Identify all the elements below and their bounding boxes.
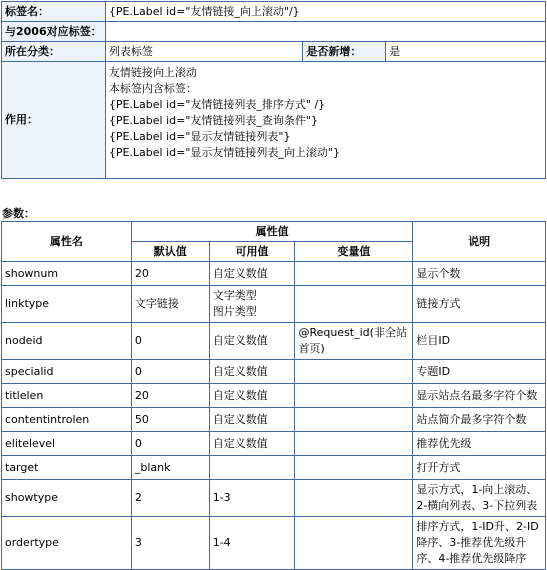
- param-desc: 站点简介最多字符个数: [413, 408, 546, 432]
- param-available: [209, 456, 295, 480]
- params-body: [2, 262, 546, 570]
- param-row: [2, 517, 546, 570]
- param-row: [2, 286, 546, 323]
- param-row: [2, 480, 546, 517]
- param-variable: [295, 262, 413, 286]
- tag-2006-row: [2, 22, 546, 42]
- param-variable: [295, 456, 413, 480]
- param-desc: 推荐优先级: [413, 432, 546, 456]
- header-desc: 说明: [413, 222, 546, 262]
- param-available: 自定义数值: [209, 384, 295, 408]
- param-available: 文字类型 图片类型: [209, 286, 295, 323]
- param-desc: 链接方式: [413, 286, 546, 323]
- param-desc: 排序方式，1-ID升、2-ID降序、3-推荐优先级升序、4-推荐优先级降序: [413, 517, 546, 570]
- param-name: nodeid: [2, 323, 132, 360]
- param-row: [2, 408, 546, 432]
- param-name: linktype: [2, 286, 132, 323]
- header-default: 默认值: [131, 242, 209, 262]
- tag-name-label: 标签名：: [2, 2, 106, 22]
- tag-2006-label: 与2006对应标签：: [2, 22, 106, 42]
- param-variable: [295, 517, 413, 570]
- param-row: [2, 360, 546, 384]
- tag-2006-value: [105, 22, 545, 42]
- params-header-row: [2, 222, 546, 242]
- param-default: 20: [131, 262, 209, 286]
- purpose-line: {PE.Label id="显示友情链接列表_向上滚动"}: [108, 146, 340, 159]
- purpose-label: 作用：: [2, 62, 106, 179]
- param-variable: @Request_id(非全站首页): [295, 323, 413, 360]
- category-row: [2, 42, 546, 62]
- purpose-line: 本标签内含标签：: [108, 82, 197, 95]
- param-variable: [295, 384, 413, 408]
- param-available: 自定义数值: [209, 262, 295, 286]
- param-default: 20: [131, 384, 209, 408]
- tag-info-table: [1, 1, 546, 179]
- tag-name-value: {PE.Label id="友情链接_向上滚动"/}: [105, 2, 545, 22]
- params-table: [1, 221, 546, 570]
- category-label: 所在分类：: [2, 42, 106, 62]
- param-row: [2, 323, 546, 360]
- param-desc: 显示个数: [413, 262, 546, 286]
- param-default: 50: [131, 408, 209, 432]
- header-variable: 变量值: [295, 242, 413, 262]
- tag-name-row: [2, 2, 546, 22]
- param-row: [2, 456, 546, 480]
- param-default: 2: [131, 480, 209, 517]
- param-name: titlelen: [2, 384, 132, 408]
- param-row: [2, 432, 546, 456]
- param-available: 自定义数值: [209, 432, 295, 456]
- param-desc: 栏目ID: [413, 323, 546, 360]
- param-desc: 显示站点名最多字符个数: [413, 384, 546, 408]
- param-default: 0: [131, 360, 209, 384]
- param-available: 1-3: [209, 480, 295, 517]
- param-available: 自定义数值: [209, 408, 295, 432]
- param-name: specialid: [2, 360, 132, 384]
- param-row: [2, 384, 546, 408]
- param-variable: [295, 360, 413, 384]
- is-new-label: 是否新增：: [303, 42, 386, 62]
- purpose-line: 友情链接向上滚动: [108, 66, 197, 79]
- header-available: 可用值: [209, 242, 295, 262]
- param-desc: 专题ID: [413, 360, 546, 384]
- category-value: 列表标签: [105, 42, 303, 62]
- purpose-value: [105, 62, 545, 179]
- param-default: _blank: [131, 456, 209, 480]
- param-available: 1-4: [209, 517, 295, 570]
- param-default: 0: [131, 432, 209, 456]
- param-default: 0: [131, 323, 209, 360]
- param-name: target: [2, 456, 132, 480]
- param-default: 3: [131, 517, 209, 570]
- param-name: elitelevel: [2, 432, 132, 456]
- param-desc: 打开方式: [413, 456, 546, 480]
- param-variable: [295, 286, 413, 323]
- param-name: showtype: [2, 480, 132, 517]
- is-new-value: 是: [386, 42, 546, 62]
- param-available: 自定义数值: [209, 323, 295, 360]
- purpose-line: {PE.Label id="友情链接列表_查询条件"}: [108, 114, 318, 127]
- param-variable: [295, 432, 413, 456]
- param-desc: 显示方式，1-向上滚动、2-横向列表、3-下拉列表: [413, 480, 546, 517]
- param-default: 文字链接: [131, 286, 209, 323]
- param-available: 自定义数值: [209, 360, 295, 384]
- params-heading: 参数：: [2, 207, 35, 220]
- param-name: shownum: [2, 262, 132, 286]
- purpose-line: {PE.Label id="显示友情链接列表"}: [108, 130, 291, 143]
- param-variable: [295, 480, 413, 517]
- param-row: [2, 262, 546, 286]
- purpose-row: [2, 62, 546, 179]
- purpose-line: {PE.Label id="友情链接列表_排序方式" /}: [108, 98, 326, 111]
- param-variable: [295, 408, 413, 432]
- param-name: ordertype: [2, 517, 132, 570]
- header-attr-name: 属性名: [2, 222, 132, 262]
- header-attr-value: 属性值: [131, 222, 413, 242]
- param-name: contentintrolen: [2, 408, 132, 432]
